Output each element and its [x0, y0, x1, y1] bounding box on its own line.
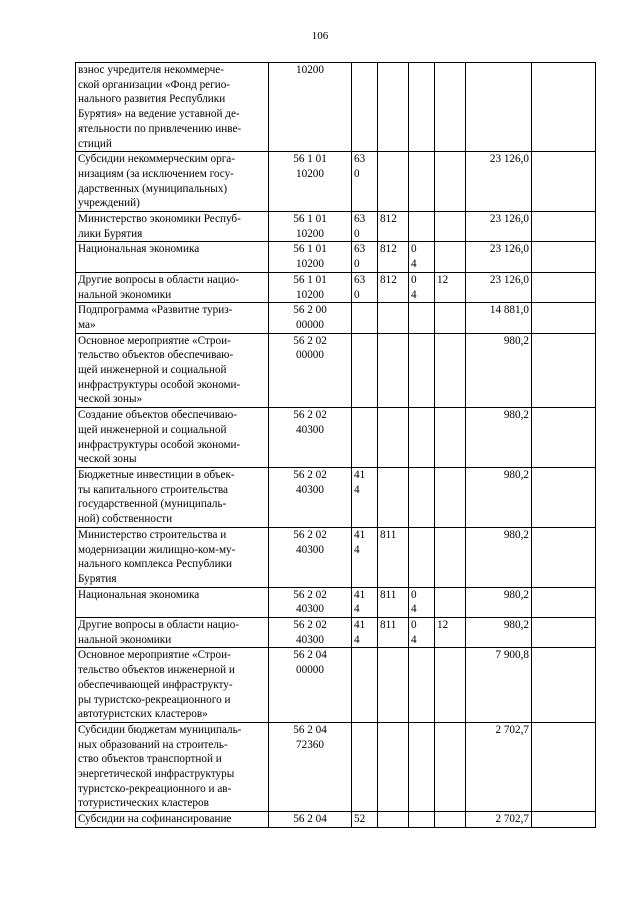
- amount-cell: [466, 152, 532, 212]
- administrator-code-cell: [378, 212, 409, 242]
- target-article-cell: [269, 648, 352, 723]
- subsection-code-cell: [435, 272, 466, 302]
- amount-text: 23 126,0: [489, 243, 529, 256]
- administrator-code-cell: [378, 408, 409, 468]
- amount-cell: [466, 722, 532, 811]
- extra-amount-cell: [532, 212, 596, 242]
- amount-cell: [466, 648, 532, 723]
- extra-amount-cell: [532, 333, 596, 408]
- target-article-text: 56 2 04 72360: [293, 723, 327, 751]
- expense-type-cell: [352, 303, 378, 333]
- target-article-text: 56 1 01 10200: [293, 243, 327, 271]
- row-name-text: Министерство строительства и модернизации жилищно-ком-му- нального комплекса Республики Бурятия: [78, 528, 236, 585]
- administrator-code-cell: [378, 63, 409, 152]
- section-code-cell: [409, 212, 435, 242]
- target-article-cell: [269, 212, 352, 242]
- target-article-text: 56 2 04 00000: [293, 649, 327, 677]
- row-name-text: Национальная экономика: [78, 588, 200, 601]
- amount-text: 7 900,8: [495, 649, 529, 662]
- table-row: [76, 212, 596, 242]
- row-name-text: Субсидии бюджетам муниципаль- ных образований на строитель- ство объектов транспортной и энергетической инфраструктуры туристско-рекреационного и ав- тотуристических кластеров: [78, 723, 242, 810]
- administrator-code-text: 812: [380, 213, 397, 226]
- row-name-text: Бюджетные инвестиции в объек- ты капитального строительства государственной (муниципаль- ной) собственности: [78, 468, 235, 526]
- target-article-cell: [269, 527, 352, 587]
- section-code-text: 0 4: [411, 273, 417, 301]
- extra-amount-cell: [532, 618, 596, 648]
- row-name-cell: [76, 467, 269, 527]
- target-article-cell: [269, 303, 352, 333]
- amount-text: 980,2: [503, 409, 529, 422]
- target-article-cell: [269, 242, 352, 272]
- administrator-code-cell: [378, 618, 409, 648]
- section-code-text: 0 4: [411, 588, 417, 616]
- amount-cell: [466, 212, 532, 242]
- target-article-cell: [269, 152, 352, 212]
- extra-amount-cell: [532, 812, 596, 828]
- expense-type-cell: [352, 722, 378, 811]
- row-name-text: Другие вопросы в области нацио- нальной экономики: [78, 619, 240, 646]
- administrator-code-cell: [378, 242, 409, 272]
- subsection-code-cell: [435, 648, 466, 723]
- extra-amount-cell: [532, 152, 596, 212]
- section-code-cell: [409, 333, 435, 408]
- amount-cell: [466, 408, 532, 468]
- expense-type-cell: [352, 467, 378, 527]
- section-code-cell: [409, 587, 435, 617]
- target-article-cell: [269, 63, 352, 152]
- table-row: [76, 618, 596, 648]
- section-code-cell: [409, 648, 435, 723]
- amount-cell: [466, 63, 532, 152]
- administrator-code-cell: [378, 467, 409, 527]
- amount-text: 980,2: [503, 468, 529, 481]
- section-code-cell: [409, 527, 435, 587]
- extra-amount-cell: [532, 587, 596, 617]
- table-row: [76, 63, 596, 152]
- target-article-text: 56 1 01 10200: [293, 153, 327, 180]
- table-row: [76, 722, 596, 811]
- administrator-code-cell: [378, 333, 409, 408]
- administrator-code-cell: [378, 722, 409, 811]
- extra-amount-cell: [532, 722, 596, 811]
- extra-amount-cell: [532, 467, 596, 527]
- administrator-code-cell: [378, 527, 409, 587]
- row-name-text: Подпрограмма «Развитие туриз- ма»: [78, 304, 233, 331]
- extra-amount-cell: [532, 242, 596, 272]
- expense-type-cell: [352, 587, 378, 617]
- amount-text: 980,2: [503, 619, 529, 632]
- amount-cell: [466, 272, 532, 302]
- table-row: [76, 242, 596, 272]
- page-number: 106: [311, 30, 329, 42]
- table-row: [76, 587, 596, 617]
- administrator-code-text: 811: [380, 619, 397, 632]
- section-code-cell: [409, 722, 435, 811]
- section-code-text: 0 4: [411, 243, 417, 271]
- extra-amount-cell: [532, 527, 596, 587]
- subsection-code-cell: [435, 63, 466, 152]
- target-article-cell: [269, 333, 352, 408]
- amount-text: 23 126,0: [489, 153, 529, 166]
- row-name-cell: [76, 408, 269, 468]
- administrator-code-text: 811: [380, 588, 397, 601]
- expense-type-text: 63 0: [354, 213, 366, 240]
- amount-cell: [466, 333, 532, 408]
- target-article-text: 56 2 00 00000: [293, 304, 327, 331]
- subsection-code-cell: [435, 152, 466, 212]
- section-code-cell: [409, 408, 435, 468]
- subsection-code-text: 12: [437, 619, 449, 632]
- table-row: [76, 152, 596, 212]
- row-name-cell: [76, 272, 269, 302]
- target-article-cell: [269, 812, 352, 828]
- amount-text: 2 702,7: [495, 723, 529, 736]
- subsection-code-cell: [435, 303, 466, 333]
- section-code-cell: [409, 272, 435, 302]
- section-code-cell: [409, 618, 435, 648]
- target-article-cell: [269, 587, 352, 617]
- table-row: [76, 408, 596, 468]
- target-article-text: 56 1 01 10200: [293, 213, 327, 240]
- amount-cell: [466, 303, 532, 333]
- target-article-text: 56 2 02 40300: [293, 409, 327, 436]
- subsection-code-cell: [435, 618, 466, 648]
- target-article-cell: [269, 722, 352, 811]
- expense-type-cell: [352, 527, 378, 587]
- row-name-cell: [76, 303, 269, 333]
- row-name-text: взнос учредителя некоммерче- ской организации «Фонд регио- нального развития Республики Бурятия» на ведение уставной де- ятельности по привлечению инве- стиций: [78, 64, 242, 150]
- extra-amount-cell: [532, 272, 596, 302]
- row-name-text: Другие вопросы в области нацио- нальной экономики: [78, 273, 240, 301]
- expense-type-text: 63 0: [354, 243, 366, 271]
- target-article-cell: [269, 618, 352, 648]
- extra-amount-cell: [532, 408, 596, 468]
- expense-type-text: 63 0: [354, 273, 366, 301]
- table-row: [76, 648, 596, 723]
- expense-type-cell: [352, 812, 378, 828]
- target-article-text: 56 2 02 40300: [293, 619, 327, 646]
- target-article-text: 56 2 02 40300: [293, 528, 327, 556]
- section-code-cell: [409, 812, 435, 828]
- expense-type-cell: [352, 152, 378, 212]
- row-name-text: Основное мероприятие «Строи- тельство объектов инженерной и обеспечивающей инфраструкту- ры туристско-рекреационного и автотуристских кластеров»: [78, 649, 235, 721]
- amount-text: 980,2: [503, 528, 529, 541]
- row-name-text: Основное мероприятие «Строи- тельство объектов обеспечиваю- щей инженерной и социальной инфраструктуры особой экономи- ческой зоны»: [78, 334, 241, 406]
- target-article-text: 56 1 01 10200: [293, 273, 327, 301]
- section-code-cell: [409, 63, 435, 152]
- administrator-code-text: 812: [380, 273, 397, 286]
- subsection-code-text: 12: [437, 273, 449, 286]
- expense-type-cell: [352, 272, 378, 302]
- expense-type-text: 41 4: [354, 619, 366, 646]
- row-name-cell: [76, 152, 269, 212]
- row-name-cell: [76, 648, 269, 723]
- expense-type-cell: [352, 63, 378, 152]
- table-row: [76, 527, 596, 587]
- row-name-cell: [76, 722, 269, 811]
- extra-amount-cell: [532, 303, 596, 333]
- subsection-code-cell: [435, 587, 466, 617]
- amount-cell: [466, 587, 532, 617]
- administrator-code-cell: [378, 152, 409, 212]
- administrator-code-cell: [378, 812, 409, 828]
- subsection-code-cell: [435, 408, 466, 468]
- table-row: [76, 303, 596, 333]
- amount-text: 980,2: [503, 588, 529, 601]
- amount-cell: [466, 242, 532, 272]
- administrator-code-cell: [378, 587, 409, 617]
- administrator-code-cell: [378, 272, 409, 302]
- extra-amount-cell: [532, 63, 596, 152]
- target-article-text: 56 2 02 00000: [293, 334, 327, 362]
- subsection-code-cell: [435, 722, 466, 811]
- row-name-cell: [76, 333, 269, 408]
- amount-cell: [466, 812, 532, 828]
- expense-type-cell: [352, 408, 378, 468]
- row-name-cell: [76, 618, 269, 648]
- section-code-text: 0 4: [411, 619, 417, 646]
- table-row: [76, 812, 596, 828]
- row-name-cell: [76, 63, 269, 152]
- budget-table: [75, 62, 596, 828]
- row-name-cell: [76, 527, 269, 587]
- amount-cell: [466, 527, 532, 587]
- table-row: [76, 467, 596, 527]
- row-name-text: Субсидии на софинансирование: [78, 813, 232, 826]
- expense-type-text: 41 4: [354, 468, 366, 496]
- row-name-cell: [76, 812, 269, 828]
- row-name-text: Создание объектов обеспечиваю- щей инженерной и социальной инфраструктуры особой экономи- ческой зоны: [78, 409, 241, 466]
- expense-type-text: 63 0: [354, 153, 366, 180]
- amount-text: 14 881,0: [489, 304, 529, 317]
- row-name-text: Министерство экономики Респуб- лики Бурятия: [78, 213, 241, 240]
- subsection-code-cell: [435, 333, 466, 408]
- expense-type-cell: [352, 333, 378, 408]
- administrator-code-text: 811: [380, 528, 397, 541]
- table-row: [76, 333, 596, 408]
- subsection-code-cell: [435, 467, 466, 527]
- row-name-cell: [76, 212, 269, 242]
- table-body: [76, 63, 596, 828]
- amount-text: 23 126,0: [489, 273, 529, 286]
- amount-cell: [466, 467, 532, 527]
- section-code-cell: [409, 242, 435, 272]
- expense-type-text: 41 4: [354, 588, 366, 616]
- section-code-cell: [409, 152, 435, 212]
- expense-type-cell: [352, 618, 378, 648]
- row-name-cell: [76, 242, 269, 272]
- target-article-cell: [269, 272, 352, 302]
- target-article-cell: [269, 467, 352, 527]
- expense-type-text: 52: [354, 813, 366, 826]
- amount-text: 2 702,7: [495, 813, 529, 826]
- administrator-code-cell: [378, 303, 409, 333]
- row-name-text: Субсидии некоммерческим орга- низациям (за исключением госу- дарственных (муниципальных) учреждений): [78, 153, 235, 210]
- subsection-code-cell: [435, 527, 466, 587]
- target-article-text: 56 2 02 40300: [293, 468, 327, 496]
- amount-text: 23 126,0: [489, 213, 529, 226]
- subsection-code-cell: [435, 812, 466, 828]
- amount-cell: [466, 618, 532, 648]
- table-row: [76, 272, 596, 302]
- section-code-cell: [409, 467, 435, 527]
- expense-type-text: 41 4: [354, 528, 366, 556]
- row-name-text: Национальная экономика: [78, 243, 200, 256]
- subsection-code-cell: [435, 212, 466, 242]
- administrator-code-text: 812: [380, 243, 397, 256]
- expense-type-cell: [352, 242, 378, 272]
- target-article-text: 56 2 02 40300: [293, 588, 327, 616]
- administrator-code-cell: [378, 648, 409, 723]
- row-name-cell: [76, 587, 269, 617]
- extra-amount-cell: [532, 648, 596, 723]
- target-article-text: 10200: [296, 64, 324, 76]
- section-code-cell: [409, 303, 435, 333]
- expense-type-cell: [352, 212, 378, 242]
- amount-text: 980,2: [503, 334, 529, 347]
- target-article-cell: [269, 408, 352, 468]
- target-article-text: 56 2 04: [293, 813, 327, 826]
- expense-type-cell: [352, 648, 378, 723]
- subsection-code-cell: [435, 242, 466, 272]
